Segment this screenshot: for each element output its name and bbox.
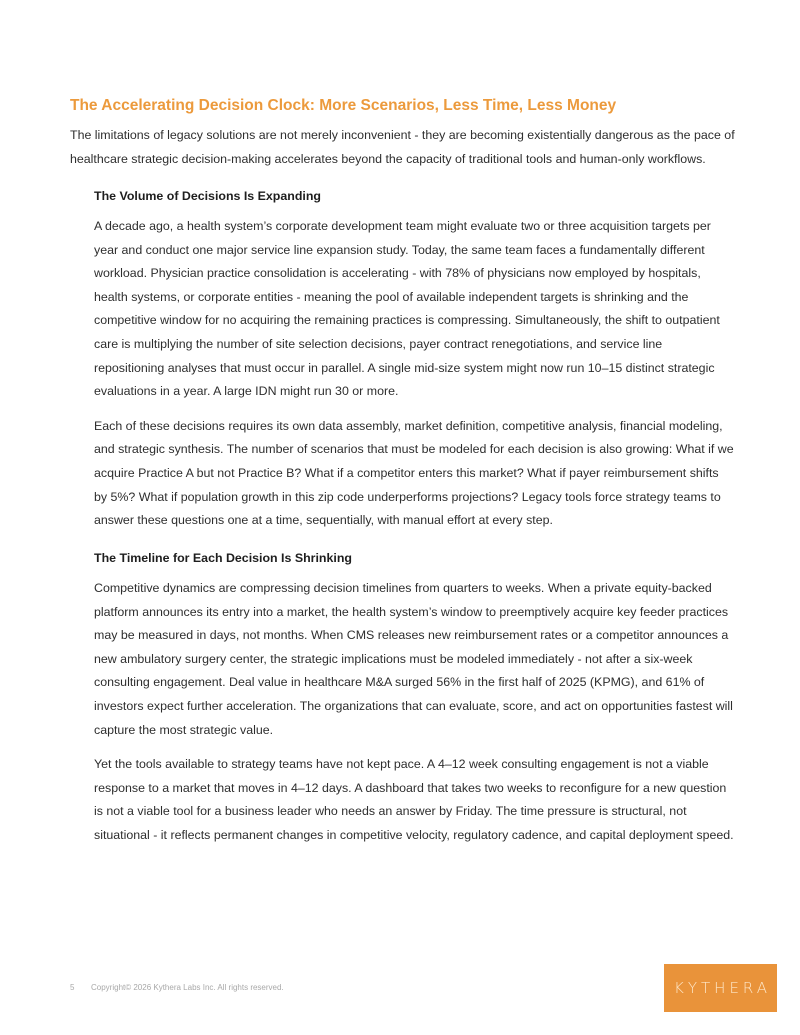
copyright-notice: Copyright© 2026 Kythera Labs Inc. All rights reserved. — [91, 983, 284, 992]
kythera-logo — [664, 964, 777, 1012]
intro-paragraph: The limitations of legacy solutions are not merely inconvenient - they are becoming existentially dangerous as the pace of healthcare strategic decision-making accelerates beyond the capacity of traditional tools and human-only workflows. — [70, 128, 735, 166]
section-volume-of-decisions — [94, 187, 734, 533]
section-heading: The Volume of Decisions Is Expanding — [94, 189, 321, 203]
body-paragraph: Each of these decisions requires its own data assembly, market definition, competitive analysis, financial modeling, and strategic synthesis. The number of scenarios that must be modeled for each decision is also growing: What if we acquire Practice A but not Practice B? What if a competitor enters this market? What if payer reimbursement shifts by 5%? What if population growth in this zip code underperforms projections? Legacy tools force strategy teams to answer these questions one at a time, sequentially, with manual effort at every step. — [94, 418, 734, 528]
section-decision-timeline — [94, 549, 734, 848]
body-paragraph: Yet the tools available to strategy teams have not kept pace. A 4–12 week consulting engagement is not a viable response to a market that moves in 4–12 days. A dashboard that takes two weeks to reconfigure for a new question is not a viable tool for a business leader who needs an answer by Friday. The time pressure is structural, not situational - it reflects permanent changes in competitive velocity, regulatory cadence, and capital deployment speed. — [94, 757, 734, 842]
body-paragraph: A decade ago, a health system’s corporate development team might evaluate two or three acquisition targets per year and conduct one major service line expansion study. Today, the same team faces a fundamentally different workload. Physician practice consolidation is accelerating - with 78% of physicians now employed by hospitals, health systems, or corporate entities - meaning the pool of available independent targets is shrinking and the competitive window for no acquiring the remaining practices is compressing. Simultaneously, the shift to outpatient care is multiplying the number of site selection decisions, payer contract renegotiations, and service line repositioning analyses that must occur in parallel. A single mid-size system might now run 10–15 distinct strategic evaluations in a year. A large IDN might run 30 or more. — [94, 219, 720, 399]
page-heading: The Accelerating Decision Clock: More Scenarios, Less Time, Less Money — [70, 97, 617, 114]
page-footer — [70, 982, 284, 994]
section-heading: The Timeline for Each Decision Is Shrinking — [94, 551, 352, 565]
body-paragraph: Competitive dynamics are compressing decision timelines from quarters to weeks. When a private equity-backed platform announces its entry into a market, the health system’s window to preemptively acquire key feeder practices may be measured in days, not months. When CMS releases new reimbursement rates or a competitor announces a new ambulatory surgery center, the strategic implications must be modeled immediately - not after a six-week consulting engagement. Deal value in healthcare M&A surged 56% in the first half of 2025 (KPMG), and 61% of investors expect further acceleration. The organizations that can evaluate, score, and act on opportunities fastest will capture the most strategic value. — [94, 581, 733, 737]
page-number: 5 — [70, 983, 75, 992]
logo-wordmark: KYTHERA — [674, 979, 771, 997]
